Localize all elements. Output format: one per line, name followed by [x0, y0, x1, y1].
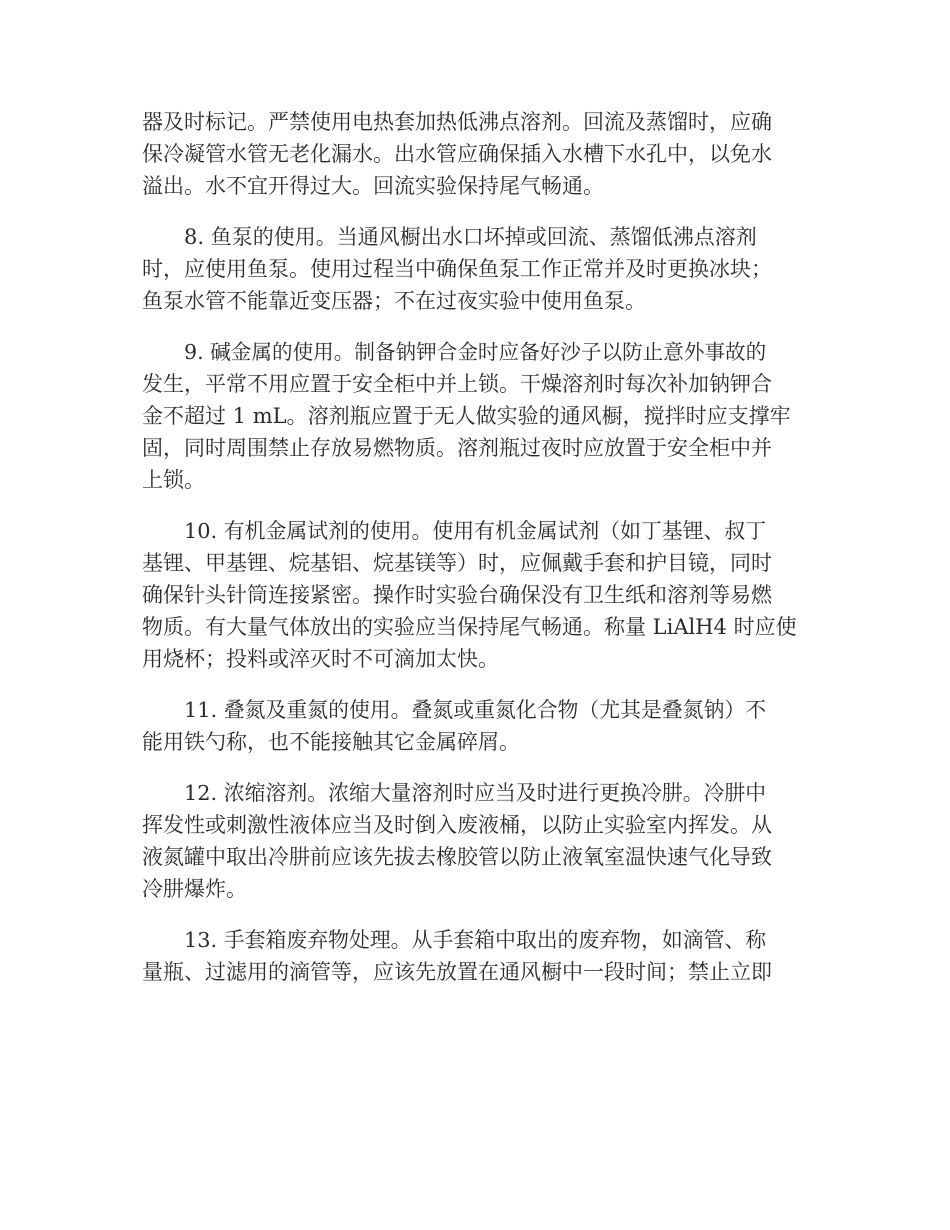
document-page: [142, 106, 808, 1007]
text-line: 金不超过 1 mL。溶剂瓶应置于无人做实验的通风橱，搅拌时应支撑牢: [142, 404, 791, 428]
paragraph-item-13: [142, 924, 808, 988]
paragraph-item-9: [142, 336, 808, 496]
text-line: 鱼泵水管不能靠近变压器；不在过夜实验中使用鱼泵。: [142, 289, 646, 313]
text-line: 时，应使用鱼泵。使用过程当中确保鱼泵工作正常并及时更换冰块；: [142, 257, 772, 281]
text-line: 量瓶、过滤用的滴管等，应该先放置在通风橱中一段时间；禁止立即: [142, 960, 772, 984]
paragraph-item-10: [142, 515, 808, 675]
text-line: 挥发性或刺激性液体应当及时倒入废液桶，以防止实验室内挥发。从: [142, 813, 772, 837]
paragraph-item-12: [142, 777, 808, 905]
paragraph-item-8: [142, 221, 808, 317]
text-line: 能用铁勺称，也不能接触其它金属碎屑。: [142, 730, 520, 754]
text-line: 8. 鱼泵的使用。当通风橱出水口坏掉或回流、蒸馏低沸点溶剂: [184, 225, 757, 249]
text-line: 溢出。水不宜开得过大。回流实验保持尾气畅通。: [142, 174, 604, 198]
text-line: 固，同时周围禁止存放易燃物质。溶剂瓶过夜时应放置于安全柜中并: [142, 436, 772, 460]
text-line: 13. 手套箱废弃物处理。从手套箱中取出的废弃物，如滴管、称: [184, 928, 767, 952]
text-line: 11. 叠氮及重氮的使用。叠氮或重氮化合物（尤其是叠氮钠）不: [184, 698, 767, 722]
text-line: 基锂、甲基锂、烷基铝、烷基镁等）时，应佩戴手套和护目镜，同时: [142, 551, 772, 575]
text-line: 用烧杯；投料或淬灭时不可滴加太快。: [142, 647, 499, 671]
text-line: 12. 浓缩溶剂。浓缩大量溶剂时应当及时进行更换冷肼。冷肼中: [184, 781, 767, 805]
text-line: 器及时标记。严禁使用电热套加热低沸点溶剂。回流及蒸馏时，应确: [142, 110, 772, 134]
text-line: 物质。有大量气体放出的实验应当保持尾气畅通。称量 LiAlH4 时应使: [142, 615, 797, 639]
text-line: 保冷凝管水管无老化漏水。出水管应确保插入水槽下水孔中，以免水: [142, 142, 772, 166]
paragraph-continuation: [142, 106, 808, 202]
text-line: 10. 有机金属试剂的使用。使用有机金属试剂（如丁基锂、叔丁: [184, 519, 767, 543]
text-line: 液氮罐中取出冷肼前应该先拔去橡胶管以防止液氧室温快速气化导致: [142, 845, 772, 869]
text-line: 上锁。: [142, 468, 205, 492]
text-line: 冷肼爆炸。: [142, 877, 247, 901]
text-line: 确保针头针筒连接紧密。操作时实验台确保没有卫生纸和溶剂等易燃: [142, 583, 772, 607]
paragraph-item-11: [142, 694, 808, 758]
text-line: 9. 碱金属的使用。制备钠钾合金时应备好沙子以防止意外事故的: [184, 340, 767, 364]
text-line: 发生，平常不用应置于安全柜中并上锁。干燥溶剂时每次补加钠钾合: [142, 372, 772, 396]
